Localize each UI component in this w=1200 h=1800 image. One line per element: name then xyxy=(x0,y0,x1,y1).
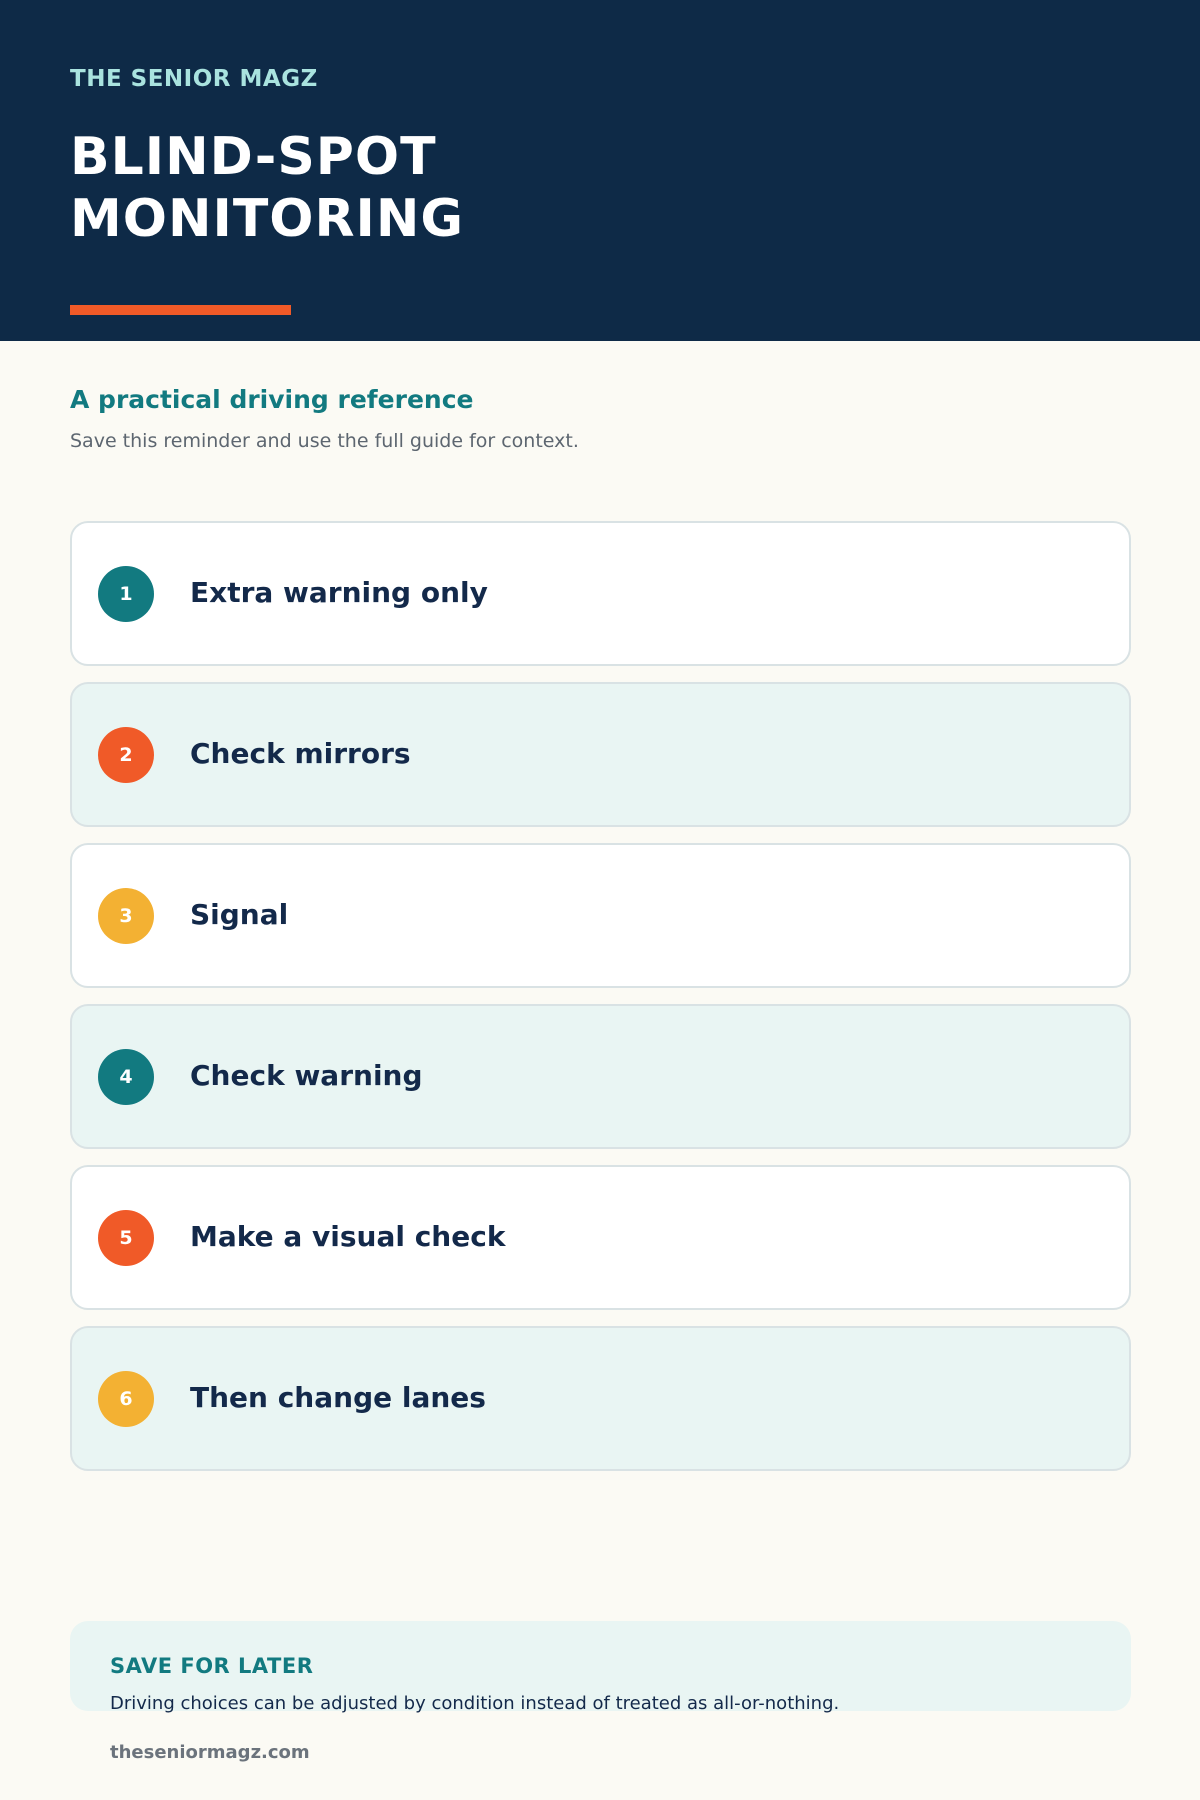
step-label: Then change lanes xyxy=(190,1381,486,1414)
save-heading: SAVE FOR LATER xyxy=(110,1654,314,1678)
step-number-badge: 1 xyxy=(98,566,154,622)
header-banner xyxy=(0,0,1200,341)
step-label: Check warning xyxy=(190,1059,423,1092)
step-card xyxy=(70,521,1131,666)
step-label: Signal xyxy=(190,898,289,931)
brand-name: THE SENIOR MAGZ xyxy=(70,66,318,92)
step-card xyxy=(70,1326,1131,1471)
step-card xyxy=(70,1004,1131,1149)
step-card xyxy=(70,843,1131,988)
step-label: Check mirrors xyxy=(190,737,411,770)
step-number-badge: 2 xyxy=(98,727,154,783)
step-label: Extra warning only xyxy=(190,576,488,609)
site-url: theseniormagz.com xyxy=(110,1742,310,1763)
page-title: BLIND-SPOT MONITORING xyxy=(70,127,465,249)
step-card xyxy=(70,682,1131,827)
intro-text: Save this reminder and use the full guide for context. xyxy=(70,430,579,452)
step-number-badge: 6 xyxy=(98,1371,154,1427)
step-label: Make a visual check xyxy=(190,1220,506,1253)
steps-list xyxy=(70,521,1131,1487)
step-card xyxy=(70,1165,1131,1310)
subtitle: A practical driving reference xyxy=(70,385,474,414)
step-number-badge: 4 xyxy=(98,1049,154,1105)
step-number-badge: 5 xyxy=(98,1210,154,1266)
save-text: Driving choices can be adjusted by condition instead of treated as all-or-nothing. xyxy=(110,1693,840,1714)
accent-bar xyxy=(70,305,291,315)
step-number-badge: 3 xyxy=(98,888,154,944)
